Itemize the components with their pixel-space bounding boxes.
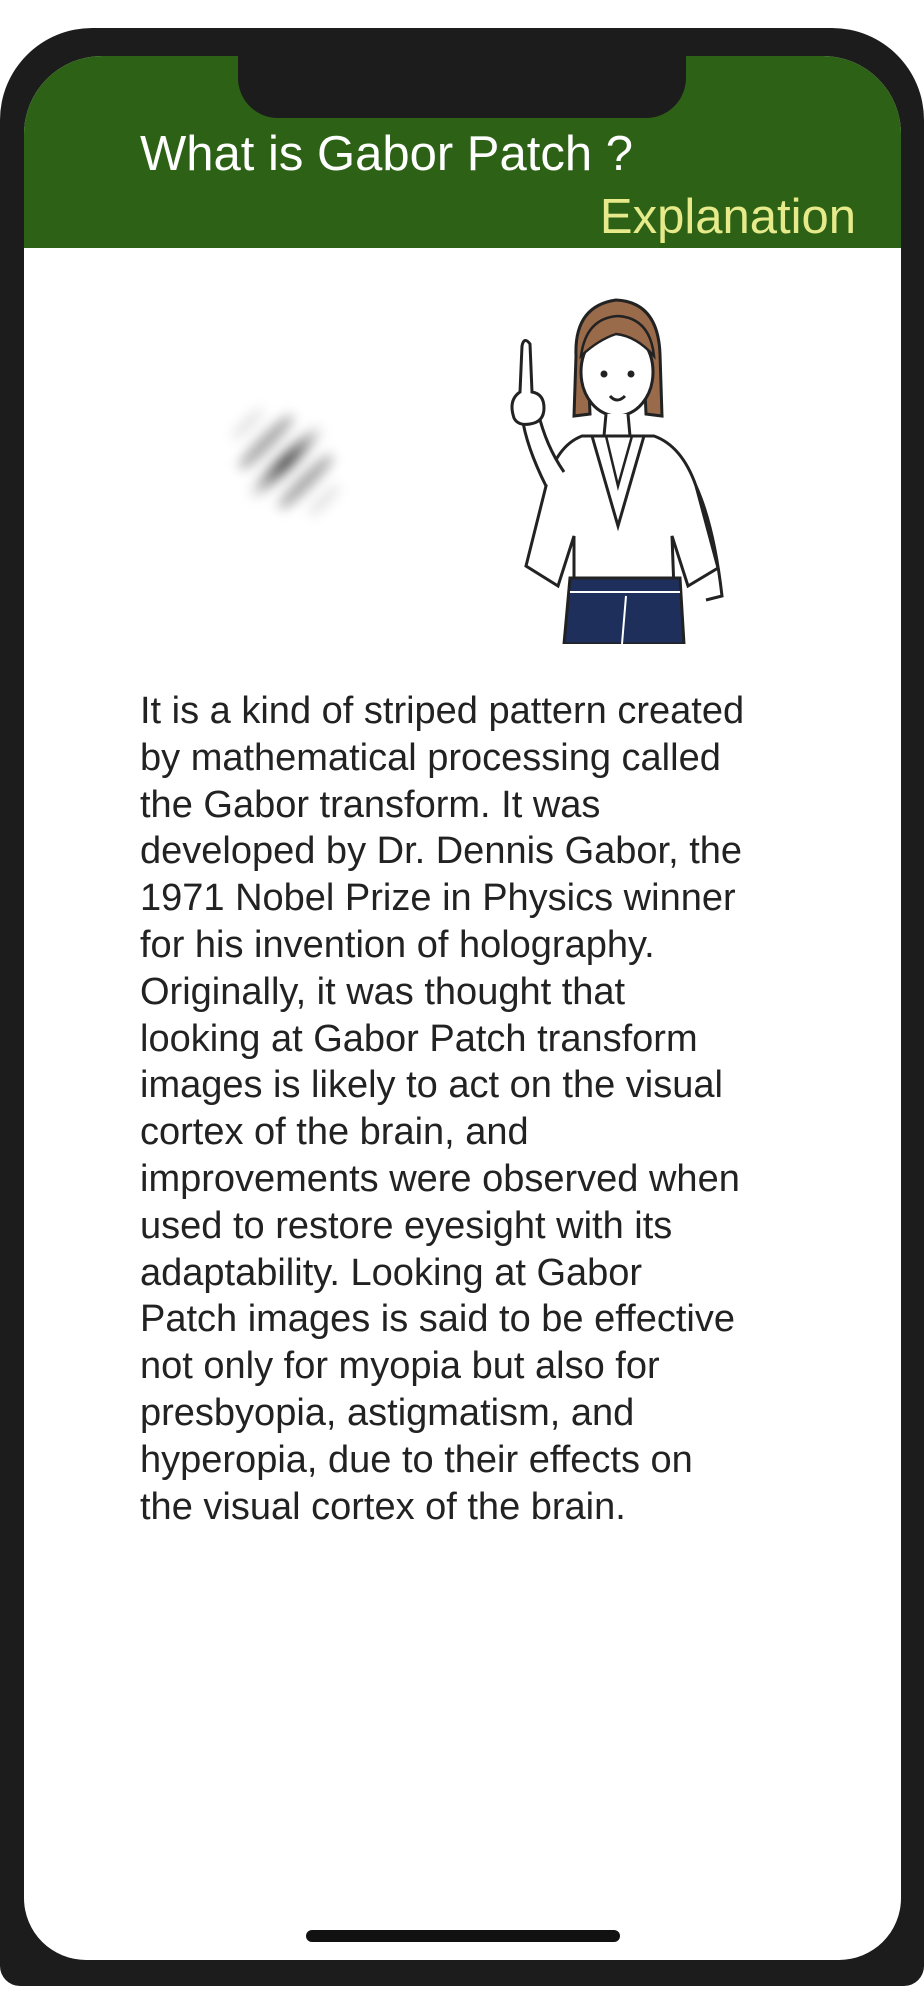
app-screen bbox=[24, 56, 901, 1960]
home-indicator[interactable] bbox=[306, 1930, 620, 1942]
page-title: What is Gabor Patch ? bbox=[140, 127, 633, 181]
page-subtitle: Explanation bbox=[599, 190, 856, 244]
device-notch bbox=[238, 56, 686, 118]
woman-pointing-illustration bbox=[486, 296, 776, 644]
gabor-patch-image bbox=[196, 372, 376, 552]
explanation-text: It is a kind of striped pattern created by mathematical processing called the Gabor transform. It was developed by Dr. Dennis Gabor, the 1971 Nobel Prize in Physics winner for his invention of holography. Originally, it was thought that looking at Gabor Patch transform images is likely to act on the visual cortex of the brain, and improvements were observed when used to restore eyesight with its adaptability. Looking at Gabor Patch images is said to be effective not only for myopia but also for presbyopia, astigmatism, and hyperopia, due to their effects on the visual cortex of the brain. bbox=[140, 690, 745, 1528]
